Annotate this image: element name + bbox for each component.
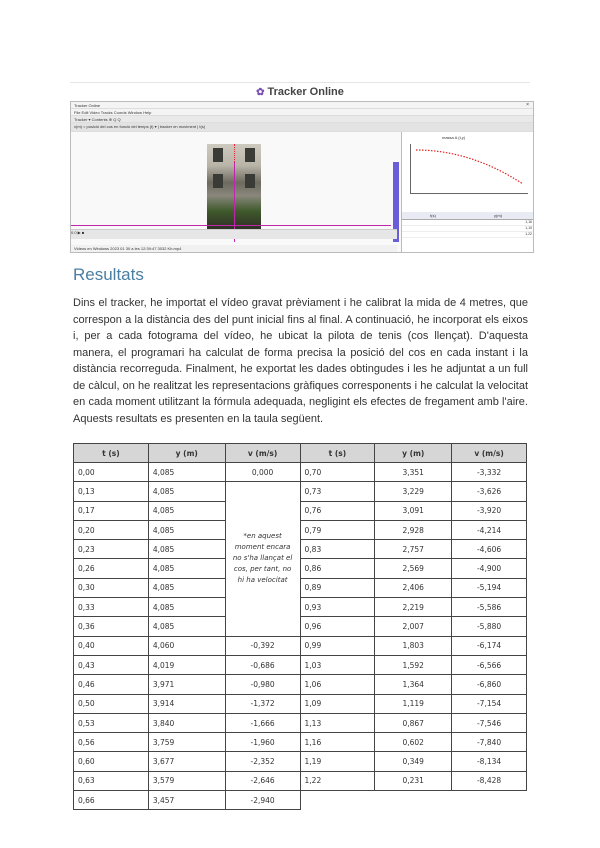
table-cell: 0,53 bbox=[74, 713, 149, 732]
table-cell: 0,26 bbox=[74, 559, 149, 578]
mini-table-row: 1,22 bbox=[402, 232, 534, 238]
tracker-brand-label: Tracker Online bbox=[267, 86, 344, 98]
table-cell: -2,940 bbox=[225, 791, 300, 810]
table-cell: 1,803 bbox=[375, 636, 452, 655]
table-cell: 0,17 bbox=[74, 501, 149, 520]
table-cell: 4,085 bbox=[148, 617, 225, 636]
table-cell: 3,677 bbox=[148, 752, 225, 771]
table-row bbox=[74, 559, 527, 578]
table-cell: 3,091 bbox=[375, 501, 452, 520]
table-row bbox=[74, 636, 527, 655]
coordinate-axis-x bbox=[71, 225, 391, 226]
table-cell: 0,99 bbox=[300, 636, 375, 655]
table-row bbox=[74, 598, 527, 617]
table-cell: -5,194 bbox=[452, 578, 527, 597]
table-row bbox=[74, 482, 527, 501]
mini-col-y: y(m) bbox=[494, 213, 502, 218]
table-cell: -1,372 bbox=[225, 694, 300, 713]
table-cell: -7,840 bbox=[452, 733, 527, 752]
table-cell: 0,66 bbox=[74, 791, 149, 810]
table-cell: -1,960 bbox=[225, 733, 300, 752]
table-cell: 0,93 bbox=[300, 598, 375, 617]
table-header-row bbox=[74, 444, 527, 463]
table-cell: 0,46 bbox=[74, 675, 149, 694]
table-row bbox=[74, 791, 527, 810]
table-cell: 4,085 bbox=[148, 559, 225, 578]
table-cell: -3,626 bbox=[452, 482, 527, 501]
table-cell: 3,457 bbox=[148, 791, 225, 810]
table-cell: -5,586 bbox=[452, 598, 527, 617]
table-cell: 0,89 bbox=[300, 578, 375, 597]
table-cell: -2,646 bbox=[225, 771, 300, 790]
table-cell: 0,73 bbox=[300, 482, 375, 501]
tracker-logo-icon: ✿ bbox=[256, 87, 265, 98]
tracker-screenshot bbox=[70, 101, 534, 253]
table-cell: 0,867 bbox=[375, 713, 452, 732]
window-shape bbox=[245, 148, 255, 162]
table-cell: 4,085 bbox=[148, 540, 225, 559]
table-cell: 3,971 bbox=[148, 675, 225, 694]
table-cell: 4,085 bbox=[148, 501, 225, 520]
table-cell: 4,085 bbox=[148, 482, 225, 501]
table-cell: 1,22 bbox=[300, 771, 375, 790]
table-cell: 3,351 bbox=[375, 463, 452, 482]
table-cell: 3,840 bbox=[148, 713, 225, 732]
table-cell: 1,06 bbox=[300, 675, 375, 694]
table-cell: -8,428 bbox=[452, 771, 527, 790]
table-row bbox=[74, 540, 527, 559]
table-cell: -1,666 bbox=[225, 713, 300, 732]
table-cell: 3,229 bbox=[375, 482, 452, 501]
col-header-v: v (m/s) bbox=[225, 444, 300, 463]
mini-table-row: 1,19 bbox=[402, 226, 534, 232]
table-cell: -5,880 bbox=[452, 617, 527, 636]
table-row bbox=[74, 463, 527, 482]
header-divider bbox=[70, 82, 530, 83]
table-cell: 0,602 bbox=[375, 733, 452, 752]
mini-col-t: t(s) bbox=[430, 213, 436, 218]
table-row bbox=[74, 713, 527, 732]
table-cell: 4,085 bbox=[148, 578, 225, 597]
table-cell: -3,332 bbox=[452, 463, 527, 482]
col-header-y: y (m) bbox=[148, 444, 225, 463]
table-cell: 0,79 bbox=[300, 520, 375, 539]
table-row bbox=[74, 520, 527, 539]
mini-plot-curve bbox=[411, 144, 529, 194]
app-toolbar: Tracker ▾ Contents ⊕ Q Q bbox=[71, 116, 533, 123]
table-cell: 0,30 bbox=[74, 578, 149, 597]
app-titlebar bbox=[71, 102, 533, 109]
table-cell: 3,759 bbox=[148, 733, 225, 752]
app-menubar: File Edit Video Tracks Coords Window Help bbox=[71, 109, 533, 116]
table-cell: -7,546 bbox=[452, 713, 527, 732]
table-cell: -7,154 bbox=[452, 694, 527, 713]
table-cell: 0,96 bbox=[300, 617, 375, 636]
table-cell: 2,007 bbox=[375, 617, 452, 636]
table-cell: -0,686 bbox=[225, 655, 300, 674]
table-cell: 0,36 bbox=[74, 617, 149, 636]
table-cell: 0,70 bbox=[300, 463, 375, 482]
table-cell: 0,83 bbox=[300, 540, 375, 559]
table-cell: 0,43 bbox=[74, 655, 149, 674]
table-cell: 4,085 bbox=[148, 463, 225, 482]
table-cell: 0,000 bbox=[225, 463, 300, 482]
table-cell: 4,085 bbox=[148, 520, 225, 539]
table-row bbox=[74, 752, 527, 771]
table-cell: 2,928 bbox=[375, 520, 452, 539]
mini-plot bbox=[410, 144, 528, 194]
table-cell: 1,16 bbox=[300, 733, 375, 752]
table-cell: 1,09 bbox=[300, 694, 375, 713]
col-header-y2: y (m) bbox=[375, 444, 452, 463]
mini-data-table bbox=[402, 212, 534, 238]
table-row bbox=[74, 771, 527, 790]
table-cell: 0,60 bbox=[74, 752, 149, 771]
table-row bbox=[74, 694, 527, 713]
table-cell: 0,50 bbox=[74, 694, 149, 713]
section-heading: Resultats bbox=[73, 265, 144, 284]
table-cell: -4,214 bbox=[452, 520, 527, 539]
table-row bbox=[74, 501, 527, 520]
table-row bbox=[74, 733, 527, 752]
table-cell: 2,219 bbox=[375, 598, 452, 617]
table-cell: -3,920 bbox=[452, 501, 527, 520]
window-shape bbox=[213, 174, 223, 188]
table-cell: 4,060 bbox=[148, 636, 225, 655]
table-cell: 0,23 bbox=[74, 540, 149, 559]
table-cell: 0,63 bbox=[74, 771, 149, 790]
empty-cell bbox=[300, 791, 526, 810]
table-cell: 0,56 bbox=[74, 733, 149, 752]
close-icon: × bbox=[526, 102, 529, 108]
table-cell: 0,86 bbox=[300, 559, 375, 578]
table-row bbox=[74, 578, 527, 597]
table-cell: 0,20 bbox=[74, 520, 149, 539]
table-row bbox=[74, 617, 527, 636]
window-shape bbox=[213, 148, 223, 162]
table-cell: -4,900 bbox=[452, 559, 527, 578]
table-cell: -2,352 bbox=[225, 752, 300, 771]
table-cell: -6,174 bbox=[452, 636, 527, 655]
table-cell: 2,569 bbox=[375, 559, 452, 578]
mini-table-header bbox=[402, 212, 534, 220]
table-cell: -6,860 bbox=[452, 675, 527, 694]
col-header-v2: v (m/s) bbox=[452, 444, 527, 463]
table-cell: 1,592 bbox=[375, 655, 452, 674]
table-cell: 0,231 bbox=[375, 771, 452, 790]
table-cell: 1,03 bbox=[300, 655, 375, 674]
plot-title: massa A (t,y) bbox=[442, 135, 466, 140]
table-cell: 4,019 bbox=[148, 655, 225, 674]
table-cell: 0,13 bbox=[74, 482, 149, 501]
table-cell: 4,085 bbox=[148, 598, 225, 617]
table-row bbox=[74, 675, 527, 694]
plot-pane bbox=[401, 132, 534, 253]
table-cell: 0,40 bbox=[74, 636, 149, 655]
mini-table-row: 1,16 bbox=[402, 220, 534, 226]
results-table bbox=[73, 443, 527, 810]
table-cell: -8,134 bbox=[452, 752, 527, 771]
table-cell: 1,364 bbox=[375, 675, 452, 694]
table-cell: 2,406 bbox=[375, 578, 452, 597]
table-cell: 1,19 bbox=[300, 752, 375, 771]
table-cell: -0,980 bbox=[225, 675, 300, 694]
table-cell: 3,914 bbox=[148, 694, 225, 713]
tracker-online-title bbox=[0, 86, 600, 98]
app-window-title: Tracker Online bbox=[74, 103, 101, 108]
col-header-t2: t (s) bbox=[300, 444, 375, 463]
table-cell: 0,33 bbox=[74, 598, 149, 617]
video-controls: 0.0 ▶ ■ bbox=[71, 229, 397, 239]
table-cell: -6,566 bbox=[452, 655, 527, 674]
table-cell: 1,13 bbox=[300, 713, 375, 732]
status-bar: Videos en Windows 2023 01 30 a les 12:39:47 3032 Kb.mp4 bbox=[71, 245, 397, 253]
no-velocity-note: *en aquest moment encara no s'ha llançat el cos, per tant, no hi ha velocitat bbox=[225, 482, 300, 636]
window-shape bbox=[245, 174, 255, 188]
table-cell: 1,119 bbox=[375, 694, 452, 713]
table-cell: 3,579 bbox=[148, 771, 225, 790]
table-row bbox=[74, 655, 527, 674]
table-cell: 2,757 bbox=[375, 540, 452, 559]
table-cell: -4,606 bbox=[452, 540, 527, 559]
results-paragraph: Dins el tracker, he importat el vídeo gravat prèviament i he calibrat la mida de 4 metres, que correspon a la distància des del punt inicial fins al final. A continuació, he incorporat els eixos i, per a cada fotograma del vídeo, he ubicat la pilota de tenis (cos llençat). D'aquesta manera, el programari ha calculat de forma precisa la posició del cos en cada instant i la distància recorreguda. Finalment, he exportat les dades obtingudes i les he adjuntat a un full de càlcul, on he realitzat les representacions gràfiques corresponents i he calculat la velocitat en cada moment utilitzant la fórmula adequada, negligint els efectes de fregament amb l'aire. Aquests resultats es presenten en la taula següent. bbox=[73, 297, 528, 425]
table-cell: -0,392 bbox=[225, 636, 300, 655]
table-cell: 0,00 bbox=[74, 463, 149, 482]
table-cell: 0,349 bbox=[375, 752, 452, 771]
app-track-toolbar: x(m) = posició del cos en funció del temps (t) ▾ | tracker en moviment | t(s) bbox=[71, 123, 533, 132]
col-header-t: t (s) bbox=[74, 444, 149, 463]
table-cell: 0,76 bbox=[300, 501, 375, 520]
